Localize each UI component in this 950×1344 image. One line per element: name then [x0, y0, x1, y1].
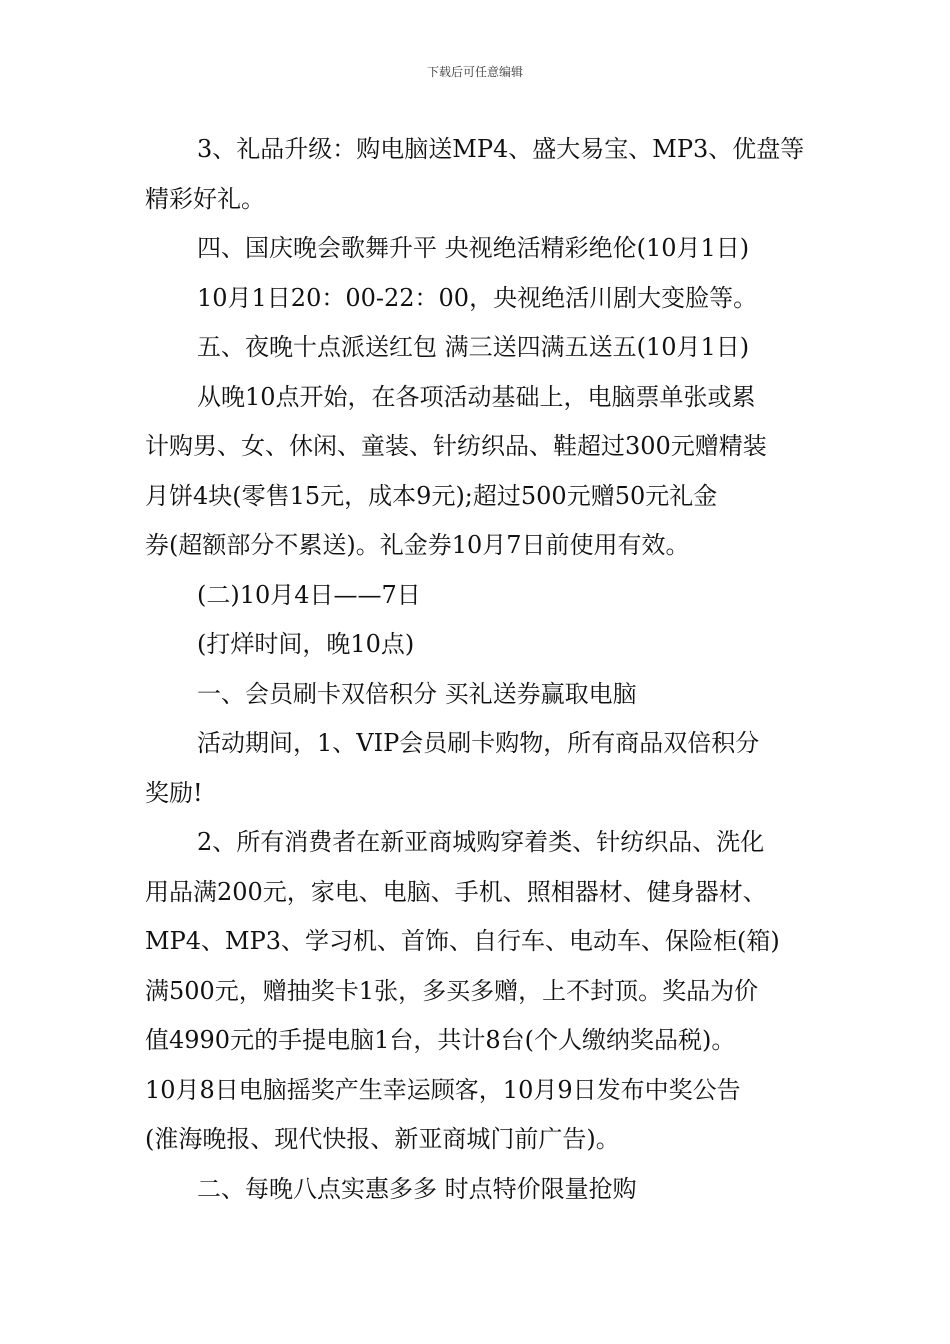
- paragraph-line: 用品满200元，家电、电脑、手机、照相器材、健身器材、: [145, 877, 767, 906]
- section-heading: (二)10月4日——7日: [197, 580, 421, 609]
- paragraph-line: 从晚10点开始，在各项活动基础上，电脑票单张或累: [197, 382, 756, 411]
- paragraph-line: 满500元，赠抽奖卡1张，多买多赠，上不封顶。奖品为价: [145, 976, 759, 1005]
- paragraph-line: 10月8日电脑摇奖产生幸运顾客，10月9日发布中奖公告: [145, 1075, 741, 1104]
- paragraph-line: MP4、MP3、学习机、首饰、自行车、电动车、保险柜(箱): [145, 927, 780, 955]
- page-header: 下载后可任意编辑: [426, 65, 523, 79]
- paragraph-line: 精彩好礼。: [145, 184, 265, 213]
- section-heading: 一、会员刷卡双倍积分 买礼送券赢取电脑: [197, 679, 637, 708]
- paragraph-line: 月饼4块(零售15元，成本9元);超过500元赠50元礼金: [145, 481, 718, 510]
- paragraph-line: 券(超额部分不累送)。礼金券10月7日前使用有效。: [145, 531, 690, 559]
- paragraph-line: 10月1日20：00-22：00，央视绝活川剧大变脸等。: [197, 283, 758, 312]
- paragraph-line: 值4990元的手提电脑1台，共计8台(个人缴纳奖品税)。: [145, 1026, 736, 1054]
- paragraph-line: (淮海晚报、现代快报、新亚商城门前广告)。: [145, 1125, 620, 1153]
- section-heading: 四、国庆晚会歌舞升平 央视绝活精彩绝伦(10月1日): [197, 234, 750, 262]
- paragraph-line: 3、礼品升级：购电脑送MP4、盛大易宝、MP3、优盘等: [197, 135, 805, 163]
- paragraph-line: 2、所有消费者在新亚商城购穿着类、针纺织品、洗化: [197, 828, 765, 856]
- paragraph-line: 奖励!: [145, 778, 203, 807]
- document-body: [145, 125, 835, 1214]
- paragraph-line: 活动期间，1、VIP会员刷卡购物，所有商品双倍积分: [197, 729, 760, 757]
- section-heading: 五、夜晚十点派送红包 满三送四满五送五(10月1日): [197, 333, 750, 361]
- paragraph-line: (打烊时间，晚10点): [197, 630, 415, 658]
- paragraph-line: 计购男、女、休闲、童装、针纺织品、鞋超过300元赠精装: [145, 432, 767, 460]
- section-heading: 二、每晚八点实惠多多 时点特价限量抢购: [197, 1174, 637, 1203]
